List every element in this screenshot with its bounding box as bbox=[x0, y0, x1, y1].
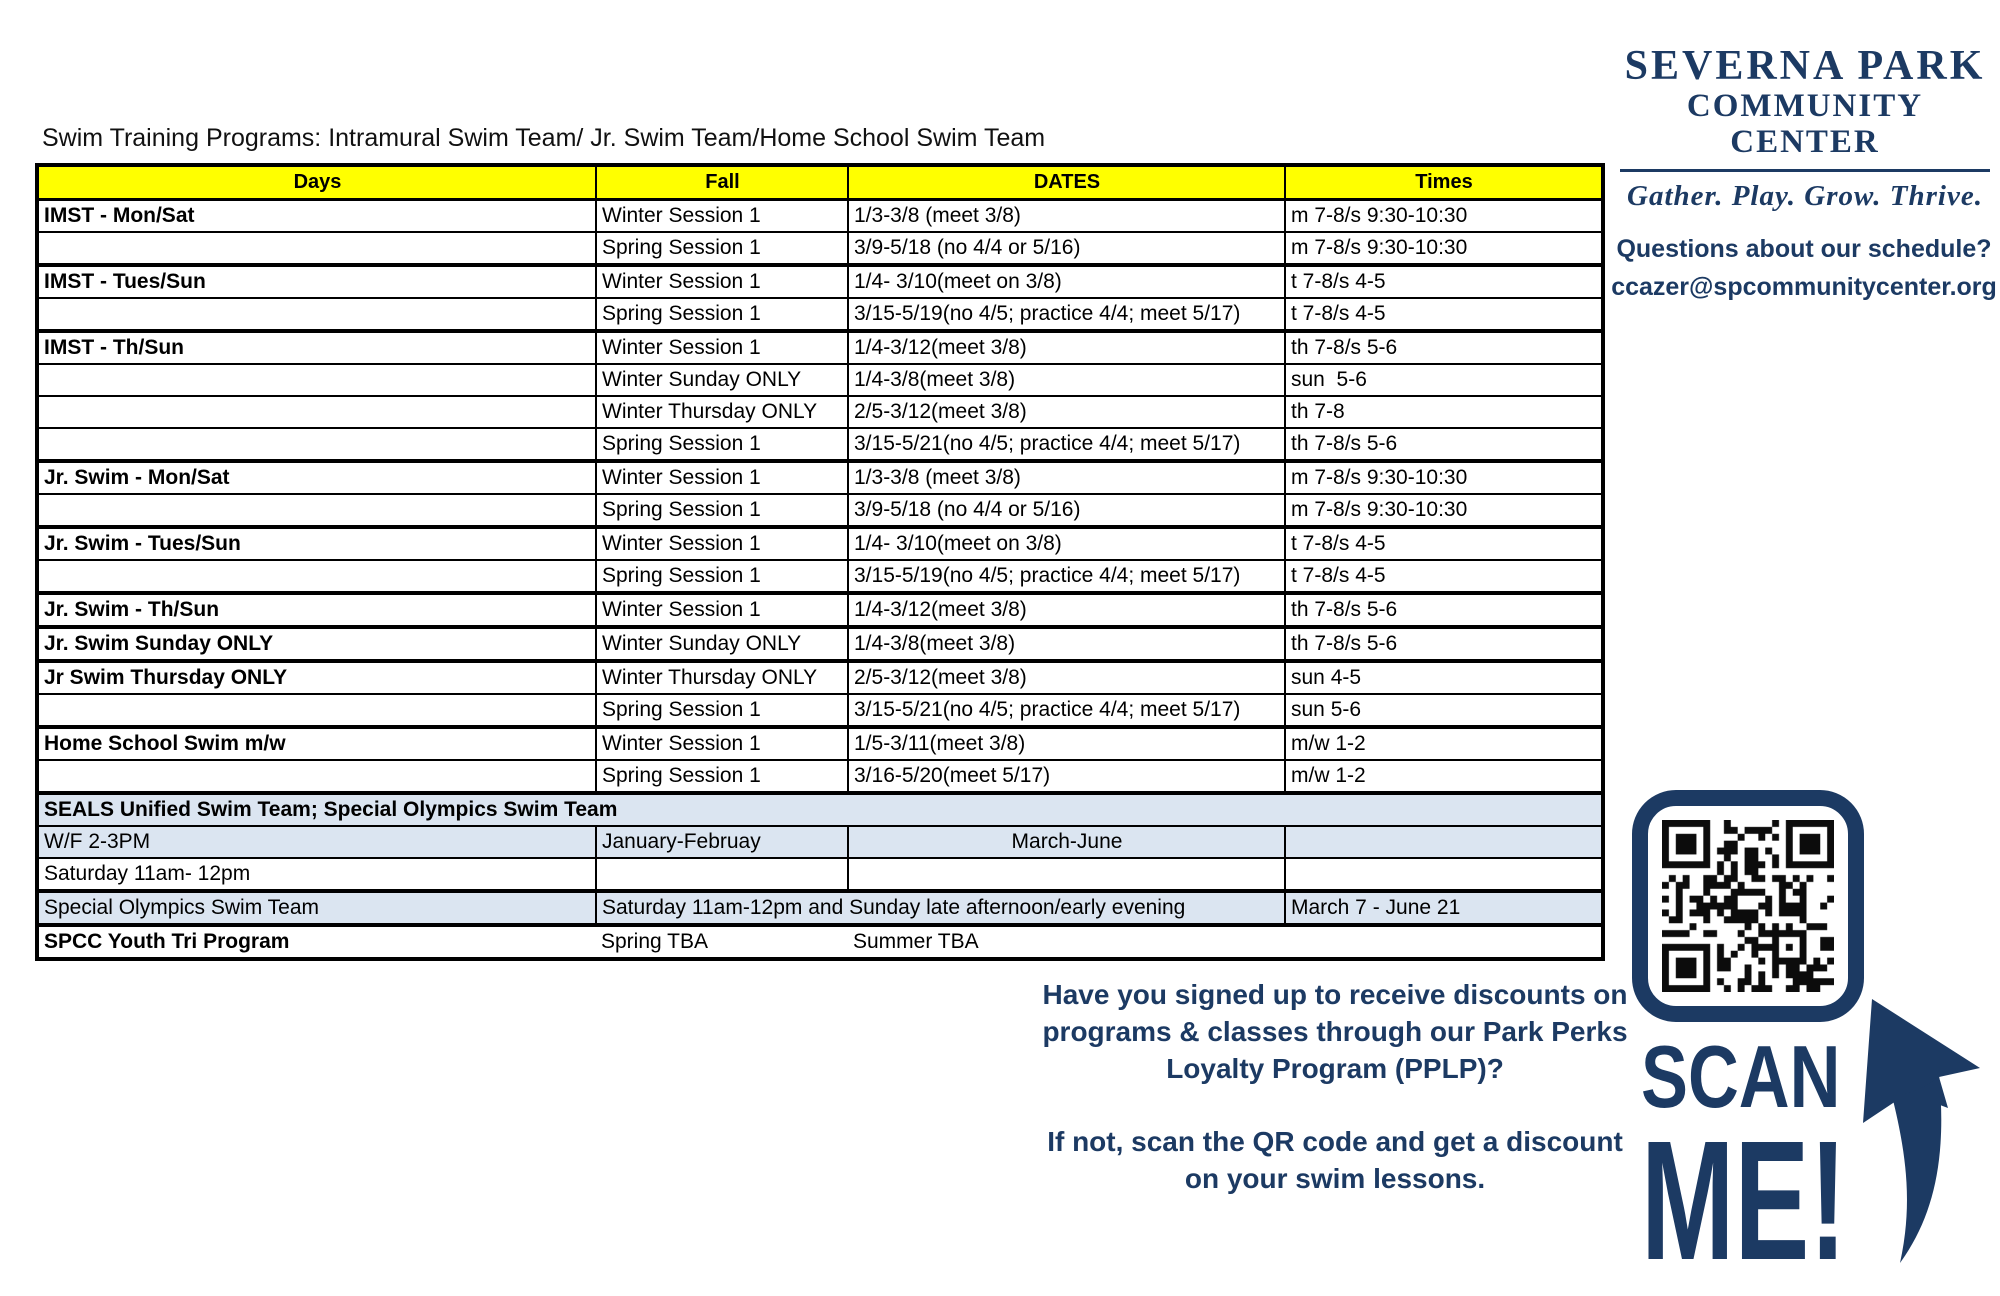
fall-cell: Spring Session 1 bbox=[596, 428, 848, 461]
scan-me-text-me: ME! bbox=[1641, 1106, 1847, 1296]
days-cell: Jr Swim Thursday ONLY bbox=[37, 661, 596, 694]
fall-cell: Spring Session 1 bbox=[596, 298, 848, 331]
dates-cell: 1/4-3/8(meet 3/8) bbox=[848, 627, 1285, 661]
times-cell: m 7-8/s 9:30-10:30 bbox=[1285, 461, 1603, 494]
times-cell: t 7-8/s 4-5 bbox=[1285, 265, 1603, 298]
column-header: Times bbox=[1285, 165, 1603, 200]
promo-text bbox=[1040, 976, 1630, 1197]
table-header-row bbox=[37, 165, 1603, 200]
table-row bbox=[37, 331, 1603, 364]
contact-question: Questions about our schedule? bbox=[1616, 235, 1992, 263]
table-row bbox=[37, 265, 1603, 298]
fall-cell: Spring Session 1 bbox=[596, 494, 848, 527]
times-cell: th 7-8/s 5-6 bbox=[1285, 627, 1603, 661]
times-cell: m/w 1-2 bbox=[1285, 760, 1603, 793]
times-cell: t 7-8/s 4-5 bbox=[1285, 298, 1603, 331]
dates-cell: 3/9-5/18 (no 4/4 or 5/16) bbox=[848, 232, 1285, 265]
days-cell: Jr. Swim - Mon/Sat bbox=[37, 461, 596, 494]
days-cell: IMST - Th/Sun bbox=[37, 331, 596, 364]
times-cell: sun 5-6 bbox=[1285, 364, 1603, 396]
contact-block bbox=[1608, 230, 2000, 306]
promo-line: Loyalty Program (PPLP)? bbox=[1166, 1053, 1504, 1084]
days-cell bbox=[37, 494, 596, 527]
seals-cell: Special Olympics Swim Team bbox=[37, 891, 596, 925]
table-row bbox=[37, 232, 1603, 265]
days-cell: Jr. Swim - Th/Sun bbox=[37, 593, 596, 627]
table-row bbox=[37, 858, 1603, 891]
seals-cell bbox=[596, 858, 848, 891]
seals-cell: Spring TBA bbox=[596, 925, 848, 959]
seals-cell bbox=[1285, 858, 1603, 891]
times-cell: t 7-8/s 4-5 bbox=[1285, 527, 1603, 560]
times-cell: m/w 1-2 bbox=[1285, 727, 1603, 760]
contact-email: ccazer@spcommunitycenter.org bbox=[1611, 273, 1997, 301]
promo-paragraph-2 bbox=[1040, 1123, 1630, 1197]
seals-section-header-row bbox=[37, 793, 1603, 826]
seals-cell: Saturday 11am- 12pm bbox=[37, 858, 596, 891]
dates-cell: 1/4-3/12(meet 3/8) bbox=[848, 593, 1285, 627]
fall-cell: Winter Thursday ONLY bbox=[596, 661, 848, 694]
days-cell: Jr. Swim - Tues/Sun bbox=[37, 527, 596, 560]
logo bbox=[1616, 44, 1994, 213]
times-cell: th 7-8/s 5-6 bbox=[1285, 331, 1603, 364]
table-row bbox=[37, 727, 1603, 760]
table-row bbox=[37, 560, 1603, 593]
days-cell: Home School Swim m/w bbox=[37, 727, 596, 760]
days-cell bbox=[37, 694, 596, 727]
fall-cell: Winter Session 1 bbox=[596, 265, 848, 298]
promo-paragraph-1 bbox=[1040, 976, 1630, 1087]
fall-cell: Spring Session 1 bbox=[596, 760, 848, 793]
times-cell: m 7-8/s 9:30-10:30 bbox=[1285, 200, 1603, 233]
days-cell bbox=[37, 760, 596, 793]
dates-cell: 3/15-5/21(no 4/5; practice 4/4; meet 5/17) bbox=[848, 428, 1285, 461]
table-row bbox=[37, 494, 1603, 527]
table-row bbox=[37, 891, 1603, 925]
table-row bbox=[37, 396, 1603, 428]
fall-cell: Spring Session 1 bbox=[596, 694, 848, 727]
seals-cell: Summer TBA bbox=[848, 925, 1285, 959]
fall-cell: Winter Session 1 bbox=[596, 593, 848, 627]
dates-cell: 3/15-5/21(no 4/5; practice 4/4; meet 5/17) bbox=[848, 694, 1285, 727]
days-cell bbox=[37, 232, 596, 265]
table-row bbox=[37, 925, 1603, 959]
promo-line: programs & classes through our Park Perks bbox=[1042, 1016, 1628, 1047]
promo-line: If not, scan the QR code and get a discount bbox=[1047, 1126, 1623, 1157]
table-row bbox=[37, 593, 1603, 627]
qr-code-icon[interactable] bbox=[1662, 820, 1834, 992]
days-cell bbox=[37, 364, 596, 396]
fall-cell: Winter Session 1 bbox=[596, 200, 848, 233]
table-row bbox=[37, 364, 1603, 396]
promo-line: on your swim lessons. bbox=[1184, 1163, 1486, 1194]
curved-arrow-icon bbox=[1850, 980, 2000, 1285]
table-row bbox=[37, 527, 1603, 560]
table-row bbox=[37, 200, 1603, 233]
table-row bbox=[37, 661, 1603, 694]
dates-cell: 2/5-3/12(meet 3/8) bbox=[848, 661, 1285, 694]
seals-cell: Saturday 11am-12pm and Sunday late afternoon/early evening bbox=[596, 891, 1285, 925]
seals-cell bbox=[1285, 826, 1603, 858]
seals-cell bbox=[848, 858, 1285, 891]
times-cell: sun 4-5 bbox=[1285, 661, 1603, 694]
days-cell bbox=[37, 560, 596, 593]
page-title: Swim Training Programs: Intramural Swim Team/ Jr. Swim Team/Home School Swim Team bbox=[42, 124, 1046, 152]
logo-name-line1: SEVERNA PARK bbox=[1624, 43, 1986, 89]
fall-cell: Winter Session 1 bbox=[596, 727, 848, 760]
times-cell: m 7-8/s 9:30-10:30 bbox=[1285, 232, 1603, 265]
table-row bbox=[37, 627, 1603, 661]
dates-cell: 1/5-3/11(meet 3/8) bbox=[848, 727, 1285, 760]
seals-cell: March 7 - June 21 bbox=[1285, 891, 1603, 925]
seals-cell: SPCC Youth Tri Program bbox=[37, 925, 596, 959]
times-cell: t 7-8/s 4-5 bbox=[1285, 560, 1603, 593]
logo-divider bbox=[1620, 169, 1990, 172]
days-cell: IMST - Mon/Sat bbox=[37, 200, 596, 233]
days-cell bbox=[37, 428, 596, 461]
days-cell bbox=[37, 298, 596, 331]
dates-cell: 3/9-5/18 (no 4/4 or 5/16) bbox=[848, 494, 1285, 527]
fall-cell: Winter Session 1 bbox=[596, 331, 848, 364]
dates-cell: 3/15-5/19(no 4/5; practice 4/4; meet 5/17) bbox=[848, 298, 1285, 331]
seals-cell: January-Februay bbox=[596, 826, 848, 858]
table-row bbox=[37, 694, 1603, 727]
column-header: DATES bbox=[848, 165, 1285, 200]
seals-section-title: SEALS Unified Swim Team; Special Olympics Swim Team bbox=[37, 793, 1603, 826]
times-cell: m 7-8/s 9:30-10:30 bbox=[1285, 494, 1603, 527]
times-cell: th 7-8/s 5-6 bbox=[1285, 428, 1603, 461]
seals-cell: March-June bbox=[848, 826, 1285, 858]
dates-cell: 1/4- 3/10(meet on 3/8) bbox=[848, 527, 1285, 560]
times-cell: th 7-8/s 5-6 bbox=[1285, 593, 1603, 627]
column-header: Days bbox=[37, 165, 596, 200]
table-row bbox=[37, 428, 1603, 461]
fall-cell: Spring Session 1 bbox=[596, 560, 848, 593]
days-cell bbox=[37, 396, 596, 428]
days-cell: IMST - Tues/Sun bbox=[37, 265, 596, 298]
dates-cell: 3/16-5/20(meet 5/17) bbox=[848, 760, 1285, 793]
qr-frame bbox=[1632, 790, 1864, 1022]
fall-cell: Spring Session 1 bbox=[596, 232, 848, 265]
dates-cell: 1/4- 3/10(meet on 3/8) bbox=[848, 265, 1285, 298]
table-row bbox=[37, 826, 1603, 858]
fall-cell: Winter Thursday ONLY bbox=[596, 396, 848, 428]
table-row bbox=[37, 760, 1603, 793]
logo-tagline: Gather. Play. Grow. Thrive. bbox=[1627, 180, 1983, 212]
times-cell: sun 5-6 bbox=[1285, 694, 1603, 727]
seals-cell bbox=[1285, 925, 1603, 959]
fall-cell: Winter Session 1 bbox=[596, 461, 848, 494]
seals-cell: W/F 2-3PM bbox=[37, 826, 596, 858]
days-cell: Jr. Swim Sunday ONLY bbox=[37, 627, 596, 661]
schedule-table bbox=[35, 163, 1605, 961]
fall-cell: Winter Sunday ONLY bbox=[596, 364, 848, 396]
table-row bbox=[37, 298, 1603, 331]
fall-cell: Winter Session 1 bbox=[596, 527, 848, 560]
dates-cell: 1/3-3/8 (meet 3/8) bbox=[848, 461, 1285, 494]
table-row bbox=[37, 461, 1603, 494]
times-cell: th 7-8 bbox=[1285, 396, 1603, 428]
dates-cell: 3/15-5/19(no 4/5; practice 4/4; meet 5/17) bbox=[848, 560, 1285, 593]
dates-cell: 1/4-3/12(meet 3/8) bbox=[848, 331, 1285, 364]
dates-cell: 1/4-3/8(meet 3/8) bbox=[848, 364, 1285, 396]
scan-me-text-scan: SCAN bbox=[1641, 1027, 1841, 1126]
column-header: Fall bbox=[596, 165, 848, 200]
fall-cell: Winter Sunday ONLY bbox=[596, 627, 848, 661]
logo-name-line2: COMMUNITY CENTER bbox=[1686, 88, 1924, 160]
dates-cell: 2/5-3/12(meet 3/8) bbox=[848, 396, 1285, 428]
dates-cell: 1/3-3/8 (meet 3/8) bbox=[848, 200, 1285, 233]
promo-line: Have you signed up to receive discounts on bbox=[1042, 979, 1628, 1010]
